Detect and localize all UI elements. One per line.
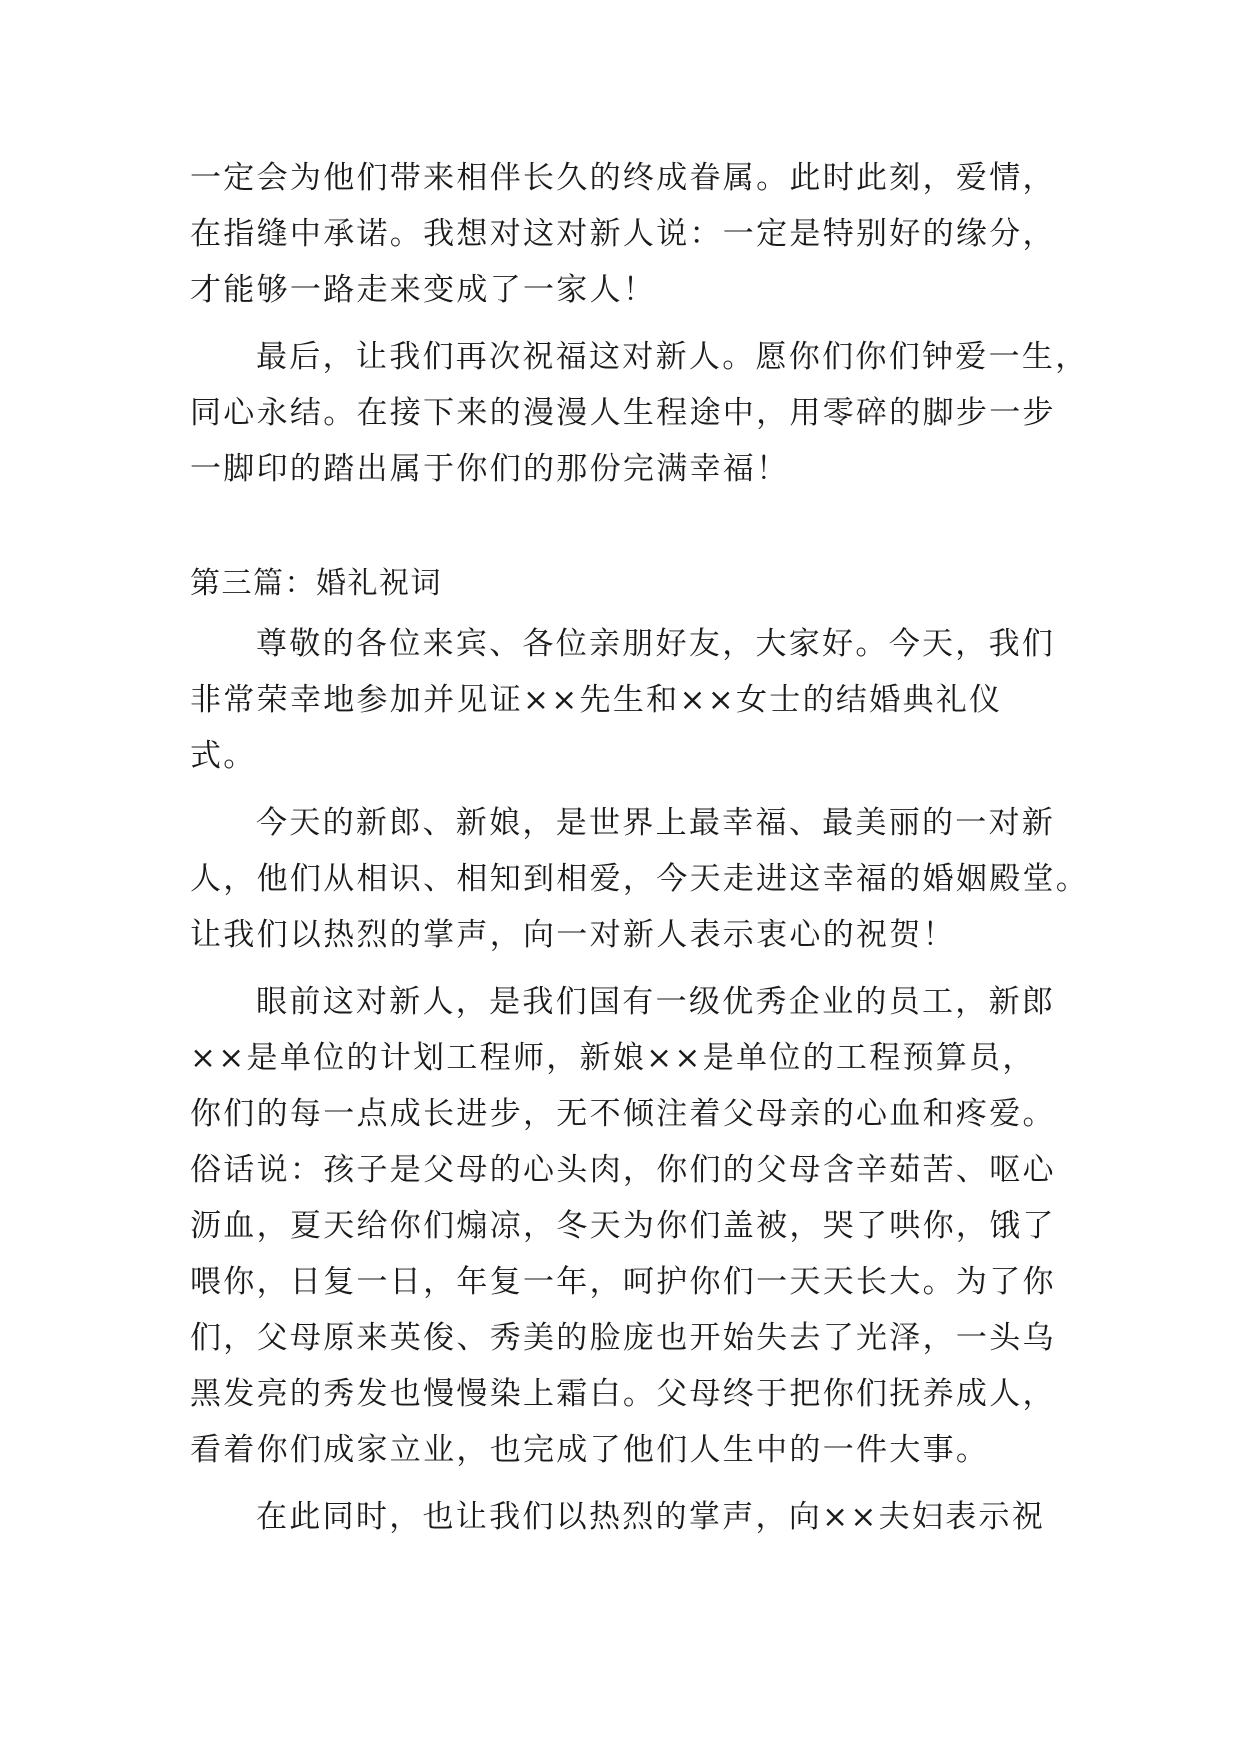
text-line: 今天的新郎、新娘，是世界上最幸福、最美丽的一对新 (256, 805, 1056, 841)
text-line: 才能够一路走来变成了一家人！ (190, 272, 657, 308)
text-line: 最后，让我们再次祝福这对新人。愿你们你们钟爱一生， (256, 339, 1089, 375)
text-line: 同心永结。在接下来的漫漫人生程途中，用零碎的脚步一步 (190, 395, 1056, 431)
section-heading: 第三篇：婚礼祝词 (190, 566, 442, 601)
text-line: 让我们以热烈的掌声，向一对新人表示衷心的祝贺！ (190, 917, 956, 953)
text-line: 沥血，夏天给你们煽凉，冬天为你们盖被，哭了哄你，饿了 (190, 1208, 1056, 1244)
text-line: ××是单位的计划工程师，新娘××是单位的工程预算员， (190, 1040, 1036, 1076)
text-line: 你们的每一点成长进步，无不倾注着父母亲的心血和疼爱。 (190, 1096, 1056, 1132)
text-line: 看着你们成家立业，也完成了他们人生中的一件大事。 (190, 1432, 990, 1468)
text-line: 人，他们从相识、相知到相爱，今天走进这幸福的婚姻殿堂。 (190, 861, 1090, 897)
text-line: 黑发亮的秀发也慢慢染上霜白。父母终于把你们抚养成人， (190, 1376, 1056, 1412)
text-line: 一定会为他们带来相伴长久的终成眷属。此时此刻，爱情， (190, 160, 1056, 196)
text-line: 一脚印的踏出属于你们的那份完满幸福！ (190, 451, 790, 487)
text-line: 俗话说：孩子是父母的心头肉，你们的父母含辛茹苦、呕心 (190, 1152, 1056, 1188)
text-line: 在指缝中承诺。我想对这对新人说：一定是特别好的缘分， (190, 216, 1056, 252)
text-line: 非常荣幸地参加并见证××先生和××女士的结婚典礼仪 (190, 682, 1003, 718)
text-line: 尊敬的各位来宾、各位亲朋好友，大家好。今天，我们 (256, 626, 1056, 662)
text-line: 在此同时，也让我们以热烈的掌声，向××夫妇表示祝 (256, 1499, 1046, 1535)
text-line: 喂你，日复一日，年复一年，呵护你们一天天长大。为了你 (190, 1264, 1056, 1300)
text-line: 们，父母原来英俊、秀美的脸庞也开始失去了光泽，一头乌 (190, 1320, 1056, 1356)
text-line: 式。 (190, 738, 257, 774)
text-line: 眼前这对新人，是我们国有一级优秀企业的员工，新郎 (256, 984, 1056, 1020)
